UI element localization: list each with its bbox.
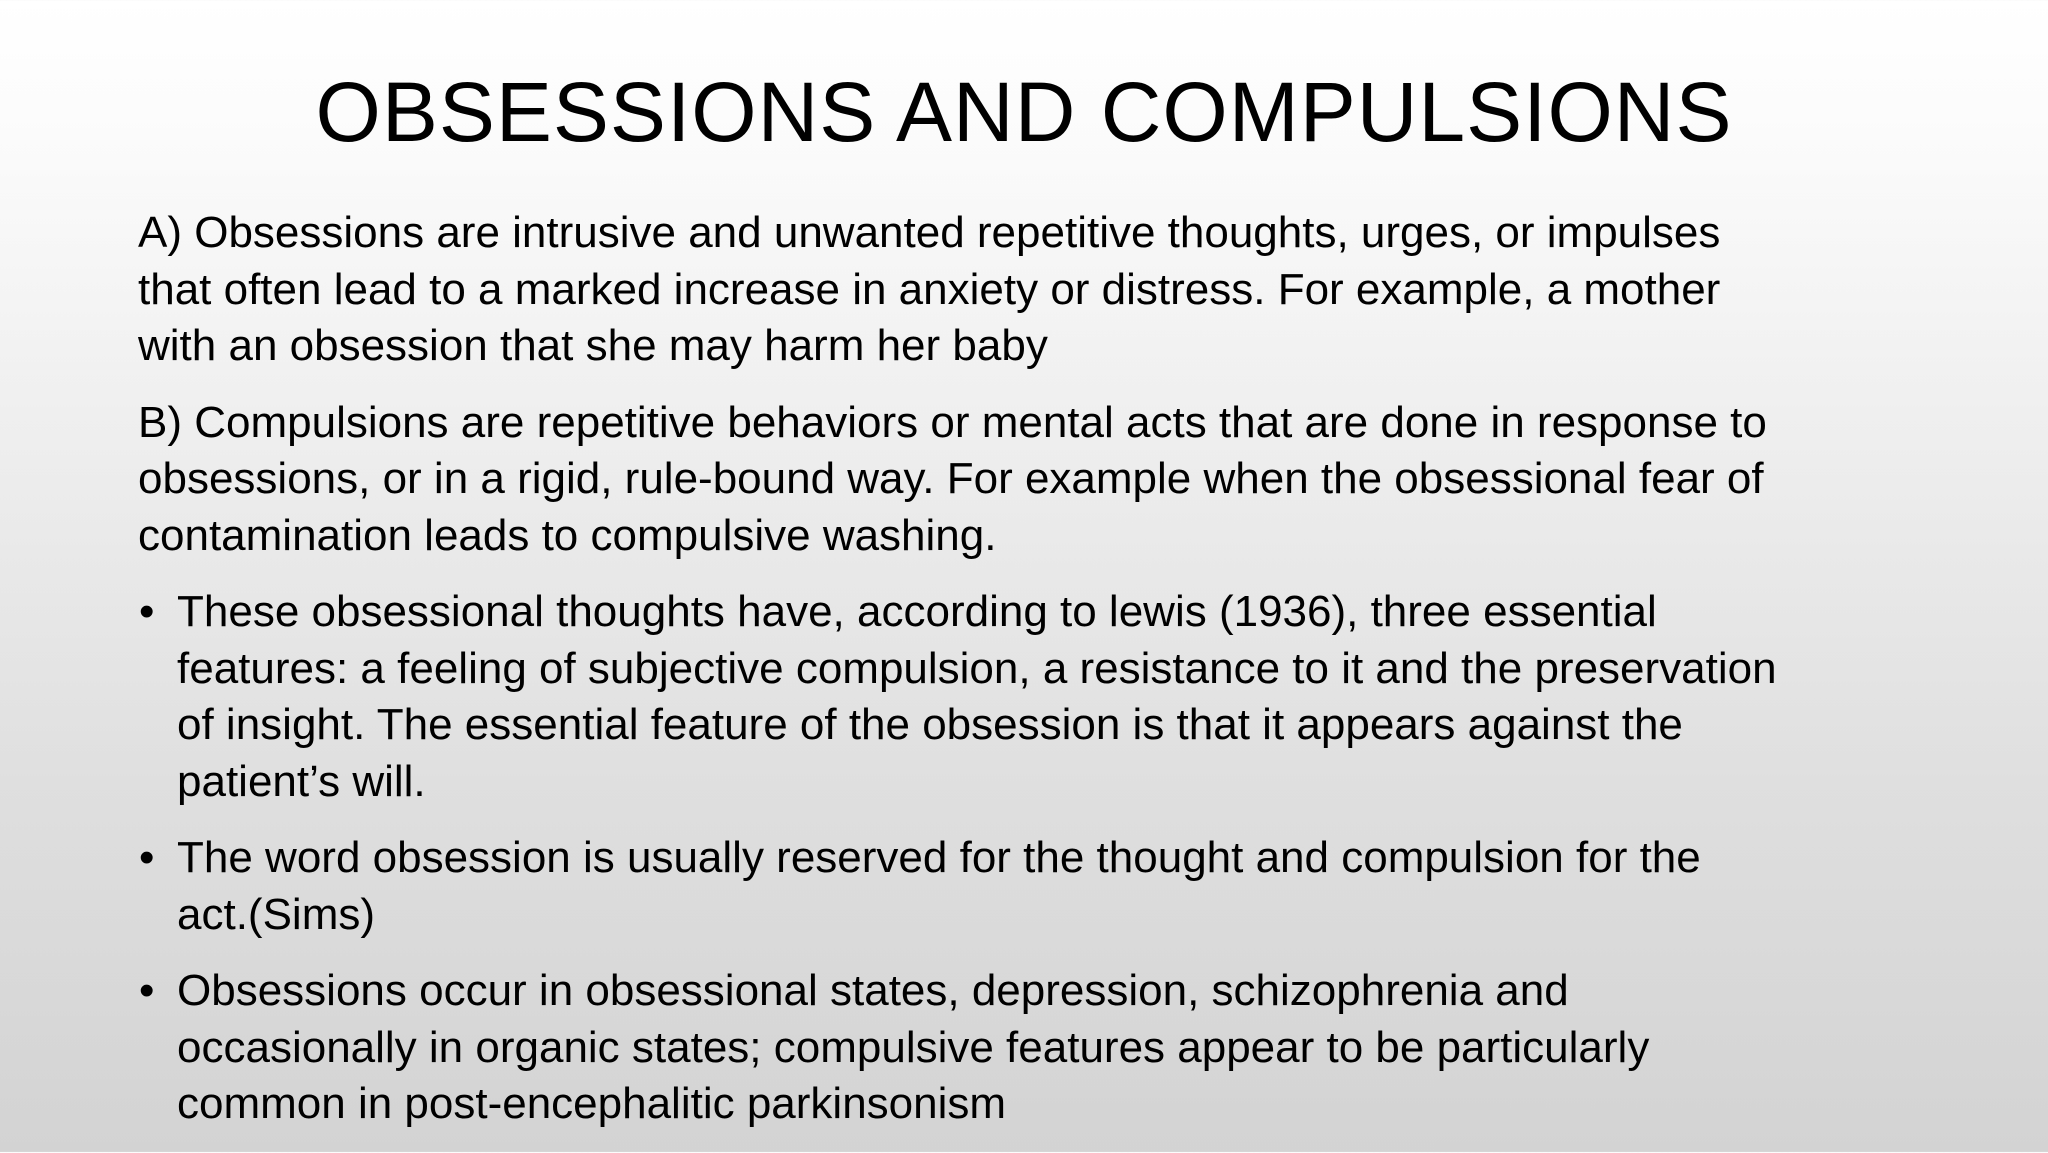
text-line: contamination leads to compulsive washing. bbox=[138, 510, 997, 560]
bullet-list bbox=[138, 584, 1938, 1133]
slide-body bbox=[138, 205, 1938, 1153]
text-line: with an obsession that she may harm her baby bbox=[138, 321, 1048, 370]
text-line: B) Compulsions are repetitive behaviors or mental acts that are done in response to bbox=[138, 397, 1767, 447]
text-line: patient’s will. bbox=[177, 756, 426, 806]
text-line: features: a feeling of subjective compulsion, a resistance to it and the preservation bbox=[177, 643, 1777, 693]
text-line: These obsessional thoughts have, according to lewis (1936), three essential bbox=[177, 587, 1657, 636]
text-line: act.(Sims) bbox=[177, 889, 375, 939]
bullet-icon: • bbox=[139, 966, 155, 1015]
bullet-item-occurrence bbox=[138, 963, 1938, 1133]
bullet-item-lewis-features bbox=[138, 584, 1938, 810]
text-line: Obsessions occur in obsessional states, depression, schizophrenia and bbox=[177, 966, 1569, 1015]
paragraph-compulsions-definition bbox=[138, 395, 1938, 565]
text-line: The word obsession is usually reserved for the thought and compulsion for the bbox=[177, 833, 1701, 882]
text-line: of insight. The essential feature of the obsession is that it appears against the bbox=[177, 700, 1683, 749]
paragraph-obsessions-definition bbox=[138, 205, 1938, 375]
text-line: obsessions, or in a rigid, rule-bound way. For example when the obsessional fear of bbox=[138, 454, 1764, 503]
text-line: A) Obsessions are intrusive and unwanted repetitive thoughts, urges, or impulses bbox=[138, 208, 1721, 257]
bullet-icon: • bbox=[139, 833, 155, 882]
text-line: that often lead to a marked increase in anxiety or distress. For example, a mother bbox=[138, 264, 1721, 314]
text-line: common in post-encephalitic parkinsonism bbox=[177, 1079, 1007, 1128]
text-line: occasionally in organic states; compulsive features appear to be particularly bbox=[177, 1022, 1650, 1072]
bullet-item-word-usage bbox=[138, 830, 1938, 943]
bullet-icon: • bbox=[139, 587, 155, 636]
slide-title: OBSESSIONS AND COMPULSIONS bbox=[315, 65, 1733, 159]
